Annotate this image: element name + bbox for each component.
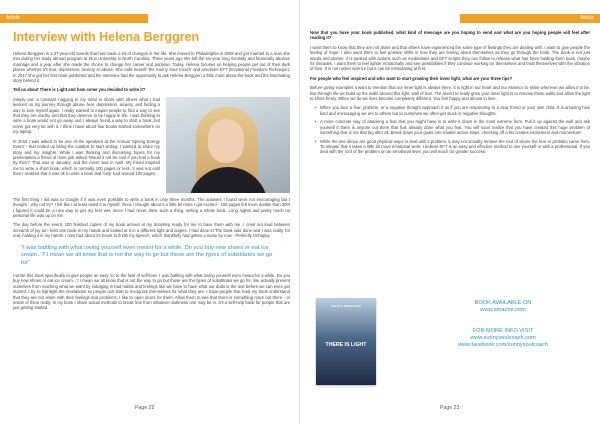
answer-1d: The day before the event, 100 finished copies of my book arrived at my doorstep ready for me to have them with me. I cried out loud between screams of joy as I held one book in my hands and looked at it in a different light and angles. I had done it! The book was done and I was really, for real, holding it in my hands. I now had about 24 hours to finish my speech, which thankfully had gotten a name by now - Perfectly Unhappy. xyxy=(13,222,290,239)
answer-1e: I wrote this book specifically to give people an easy 'in' to the field of self-love. I was battling with what loving yourself even meant for a while. Do you buy new shoes or eat ice cream...? I mean we all know that is not the way to go but those are the types of substitutes we go for. We actually prevent ourselves from reaching what we want by indulging in bad habits and feelings like we have to have what our duds is the one before we can even get started. I try to highlight the revelations so people can start to recognize themselves for what they are. I hope people that read my book understand that they are not alone with their feelings and problems. I like to open doors for them. Allow them to see that there is something more out there - or inside of them really. In my book I share actual methods to break free from whatever darkness one may be in. It's a self-help book for people that are just getting started. xyxy=(13,272,290,311)
author-photo xyxy=(166,97,290,193)
website-link[interactable]: www.sunnysoulcoach.com xyxy=(470,335,536,341)
tips-list xyxy=(310,105,590,154)
question-2: Now that you have your book published, what kind of message are you hoping to send and what are you hoping people will feel after reading it? xyxy=(310,30,590,41)
right-page xyxy=(300,0,600,424)
page-number-left: Page 22 xyxy=(135,405,155,411)
book-cover-title: THERE IS LIGHT xyxy=(325,342,367,348)
right-content xyxy=(310,30,590,159)
answer-3: Before giving examples it want to mention that our inner light is always there. It is right in our heart and our essence to shine wherever we allow it to be. But through life we build up the walls around this light, wall of fear. The secret to really grow your inner light is to remove those walls and allow the light to shine freely. When we do we lives become completely different. You feel happy and almost in love. xyxy=(310,85,591,102)
book-promo xyxy=(310,298,590,388)
article-tab-left: Article xyxy=(0,14,148,23)
left-content xyxy=(13,30,290,315)
buy-link[interactable]: www.amazon.com xyxy=(480,307,526,313)
answer-1a: Simply put: a constant nagging in my mind to share with others what I had learned on my journey through abuse, fear, depression, anxiety, and finding a way to love myself again. I really wanted to inspire people to find a way to see that they are worthy and that they deserve to be happy in life. I was thinking to write a book would not go away and I always found a way to start a book, but never got very far with it. I think I have about four books started somewhere on my laptop. xyxy=(13,96,160,135)
book-cover xyxy=(316,298,376,385)
facebook-link[interactable]: www.facebook.com/sunnysoulcoach xyxy=(458,342,548,348)
info-title: FOR MORE INFO VISIT xyxy=(472,328,534,334)
question-3: For people who feel inspired and who want to start growing their inner light, what are your three tips? xyxy=(310,75,513,81)
answer-1b: In 2016 I was asked to be one of the speakers at the Annual 'Spiring Energy Event' - that ended up being the catalyst to start writing. I wanted to share my story and my insights. While I was thinking and discussing topics for my presentation a friend of mine just asked 'Would it not be cool if you had a book by then?' That was in January, and the event was in April. My friend inspired me to write a short book, which is normally 100 pages or less. It was not until then I realized that it was ok to write a book that 'only' had around 100 pages. xyxy=(13,138,160,177)
tip-item: • While the two above are good physical ways to deal with a problem, it may not actually remove the root of where the fear or problem came from. To release that it takes a little bit more emotional work. I believe EFT is an easy and effective method to use yourself or with a professional. If you deal with the root of the problem on an emotional level, you will reach far greater success. xyxy=(320,139,590,155)
intro-paragraph: Helena Berggren is a 37-year-old Swede that has made a lot of changes in her life. She moved to Philadelphia in 2008 and got married to a man she met during her study abroad program at Elon University in North Carolina. Three years ago she left the six-year long mentally and financially abusive marriage and a year after she made the choice to change her career and purpose. Today, Helena focuses on helping people get out of their dark places whether it's fear, depression, anxiety or abuse. She calls herself 'the Sunny Soul Coach' and practices EFT (Emotional Freedom Technique). In 2017 she got her first book published and the interview had the opportunity to ask Helena Berggren a little more about the book and the fascinating story behind it. xyxy=(13,51,290,84)
page-number-right: Page 23 xyxy=(440,405,460,411)
tip-item: • A more concrete way of attacking a fear that you might have is to write it down in the most extreme form. Pull it up against the wall and ask yourself if there is anyone out there that has already done what you fear. You will soon realize that you have created this huge problem of something that is not that big after all. Break down your goals into smaller action steps, checking off a list creates excitement and momentum! xyxy=(320,119,590,135)
article-tab-right: Article xyxy=(460,14,600,23)
question-1: Tell us about There is Light and how come you decided to write it? xyxy=(13,87,146,93)
article-title: Interview with Helena Berggren xyxy=(13,30,200,44)
book-cover-author: HELENA BERGGREN xyxy=(331,304,361,308)
book-availability xyxy=(438,300,568,349)
photo-wrap xyxy=(13,97,290,197)
buy-title: BOOK AVAILABLE ON xyxy=(474,300,532,306)
answer-2: I want them to know that they are not alone and that others have experienced the same type of feelings they are dealing with. I want to give people the feeling of hope. I also want them to feel positive shifts in how they are feeling about themselves as they go through the book. The book is not just words and stories: it is packed with actions such as meditations and EFT scripts they can follow to release what has been holding them back, maybe for decades. I want them to feel lighter emotionally and see possibilities if they continue working on themselves and treat themselves with the vibration of love. It is not rocket science but it can be intimidating at first. xyxy=(310,44,590,72)
pull-quote: "I was battling with what loving yourself even meant for a while. Do you buy new shoes or eat ice cream...? I mean we all know that is not the way to go but those are the types of substitutes we go for" xyxy=(21,244,273,266)
tip-item: • When you face a fear, problem, or a negative thought approach it as if you are responding to a dear friend or your own child. It is amazing how kind and encouraging we are to others but to ourselves we often get stuck in negative thoughts. xyxy=(320,105,590,116)
answer-1c: The first thing I did was to Google if it was even possible to write a book in only three months. The answers I found were not encouraging but I thought - why not try? I felt like I at least owed it to myself. Once I thought about it a little bit more I got excited - 100 pages felt more doable than 300! I figured it could be a nice way to get my feet wet, since I had never done such a thing, writing a whole book. Long nights and pretty much no personal life was up on me. xyxy=(13,196,290,219)
